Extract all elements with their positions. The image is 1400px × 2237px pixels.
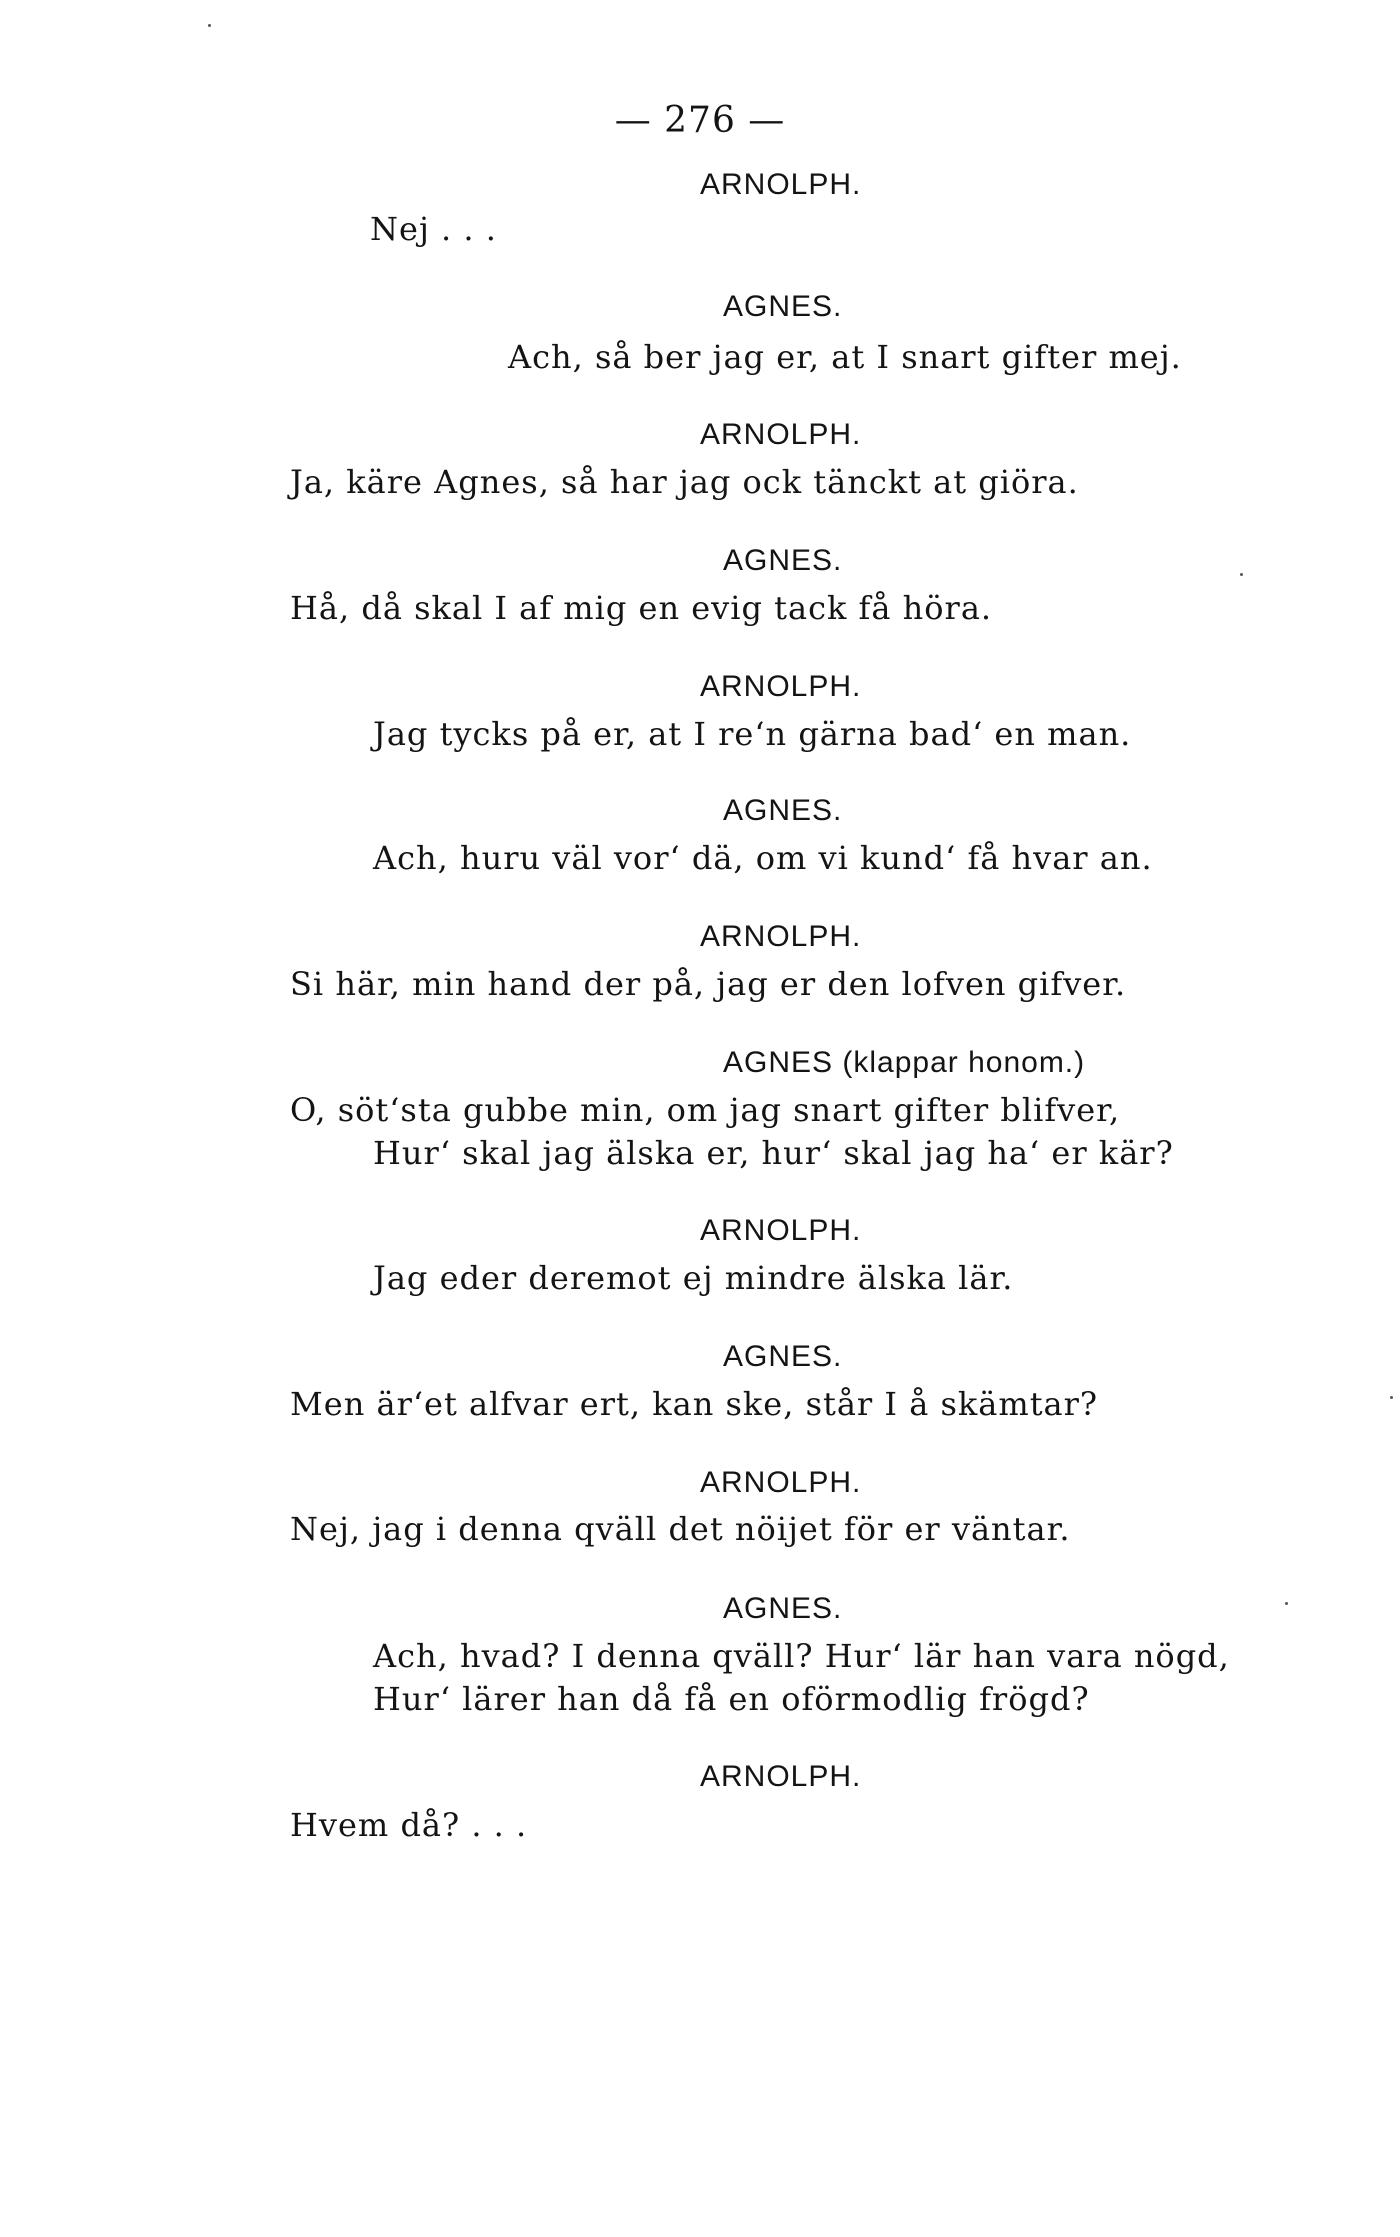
speaker-stage-direction: AGNES (klappar honom.) [723, 1046, 1086, 1079]
speaker-name: AGNES. [723, 544, 843, 577]
dialogue-line: Jag tycks på er, at I re‘n gärna bad‘ en man. [373, 715, 1132, 753]
speaker-name: ARNOLPH. [700, 168, 862, 201]
scan-speck [1390, 1396, 1393, 1399]
scan-speck [1240, 573, 1243, 576]
speaker-name: AGNES. [723, 1592, 843, 1625]
speaker-name: ARNOLPH. [700, 1214, 862, 1247]
dialogue-line: Hvem då? . . . [290, 1806, 528, 1844]
speaker-name: ARNOLPH. [700, 670, 862, 703]
dialogue-line: Jag eder deremot ej mindre älska lär. [373, 1259, 1014, 1297]
speaker-name: ARNOLPH. [700, 1466, 862, 1499]
speaker-name: ARNOLPH. [700, 418, 862, 451]
dialogue-line: Nej . . . [370, 210, 497, 248]
dialogue-line: Hur‘ skal jag älska er, hur‘ skal jag ha‘ er kär? [373, 1134, 1174, 1172]
speaker-name: ARNOLPH. [700, 1760, 862, 1793]
dialogue-line: Hur‘ lärer han då få en oförmodlig frögd? [373, 1680, 1090, 1718]
dialogue-line: O, söt‘sta gubbe min, om jag snart gifter blifver, [290, 1091, 1121, 1129]
scan-speck [208, 24, 211, 27]
dialogue-line: Men är‘et alfvar ert, kan ske, står I å skämtar? [290, 1385, 1099, 1423]
dialogue-line: Ach, så ber jag er, at I snart gifter mej. [508, 338, 1182, 376]
dialogue-line: Ja, käre Agnes, så har jag ock tänckt at giöra. [290, 463, 1079, 501]
dialogue-line: Ach, hvad? I denna qväll? Hur‘ lär han vara nögd, [373, 1637, 1230, 1675]
page-number: — 276 — [614, 100, 786, 141]
speaker-name: AGNES. [723, 290, 843, 323]
dialogue-line: Ach, huru väl vor‘ dä, om vi kund‘ få hvar an. [373, 839, 1153, 877]
dialogue-line: Si här, min hand der på, jag er den lofven gifver. [290, 965, 1127, 1003]
dialogue-line: Nej, jag i denna qväll det nöijet för er väntar. [290, 1510, 1071, 1548]
speaker-name: AGNES. [723, 794, 843, 827]
scan-speck [1285, 1602, 1288, 1605]
speaker-name: ARNOLPH. [700, 920, 862, 953]
speaker-name: AGNES. [723, 1340, 843, 1373]
dialogue-line: Hå, då skal I af mig en evig tack få höra. [290, 589, 993, 627]
